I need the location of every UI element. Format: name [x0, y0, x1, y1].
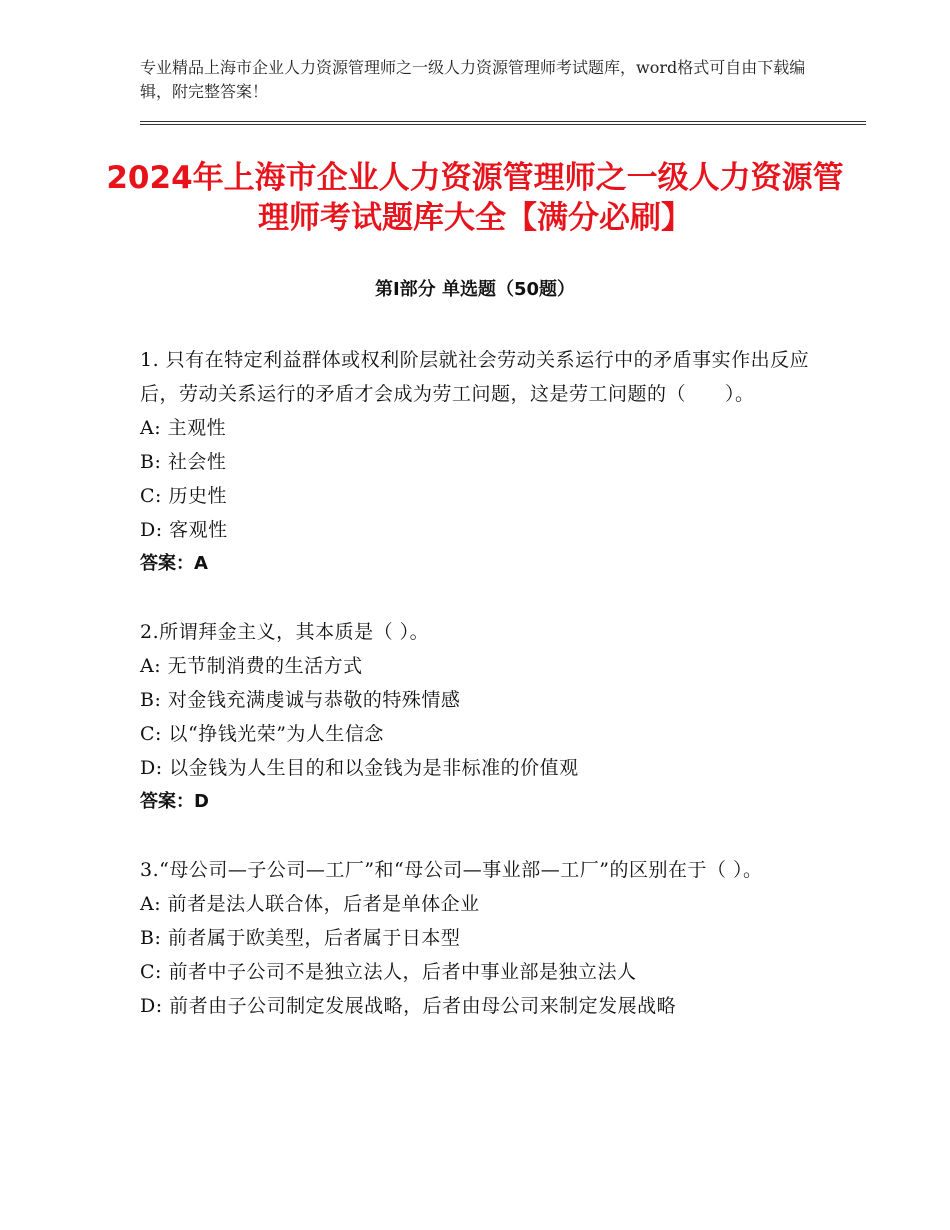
question-stem: 2.所谓拜金主义，其本质是（ ）。	[140, 621, 430, 643]
option-a: A: 前者是法人联合体，后者是单体企业	[140, 893, 480, 915]
option-a: A: 主观性	[140, 417, 227, 439]
header-divider	[140, 121, 866, 122]
option-a: A: 无节制消费的生活方式	[140, 655, 363, 677]
option-d: D: 以金钱为人生目的和以金钱为是非标准的价值观	[140, 757, 579, 779]
option-list	[140, 887, 820, 1023]
option-list	[140, 649, 820, 785]
question-1	[140, 343, 820, 581]
question-3	[140, 853, 820, 1023]
question-stem: 3.“母公司—子公司—工厂”和“母公司—事业部—工厂”的区别在于（ ）。	[140, 859, 763, 881]
option-d: D: 客观性	[140, 519, 228, 541]
question-2	[140, 615, 820, 819]
option-b: B: 对金钱充满虔诚与恭敬的特殊情感	[140, 689, 461, 711]
option-c: C: 历史性	[140, 485, 227, 507]
option-c: C: 以“挣钱光荣”为人生信念	[140, 723, 384, 745]
answer-line: 答案：D	[140, 791, 209, 812]
option-b: B: 社会性	[140, 451, 227, 473]
header-note: 专业精品上海市企业人力资源管理师之一级人力资源管理师考试题库，word格式可自由下载编辑，附完整答案！	[140, 58, 806, 101]
header-divider-secondary	[140, 124, 866, 125]
option-d: D: 前者由子公司制定发展战略，后者由母公司来制定发展战略	[140, 995, 677, 1017]
option-b: B: 前者属于欧美型，后者属于日本型	[140, 927, 461, 949]
question-list	[140, 343, 820, 1057]
question-stem: 1. 只有在特定利益群体或权利阶层就社会劳动关系运行中的矛盾事实作出反应后，劳动关系运行的矛盾才会成为劳工问题，这是劳工问题的（ ）。	[140, 349, 810, 405]
option-list	[140, 411, 820, 547]
document-title: 2024年上海市企业人力资源管理师之一级人力资源管理师考试题库大全【满分必刷】	[106, 160, 844, 236]
option-c: C: 前者中子公司不是独立法人，后者中事业部是独立法人	[140, 961, 637, 983]
section-title: 第Ⅰ部分 单选题（50题）	[374, 279, 575, 300]
answer-line: 答案：A	[140, 553, 208, 574]
